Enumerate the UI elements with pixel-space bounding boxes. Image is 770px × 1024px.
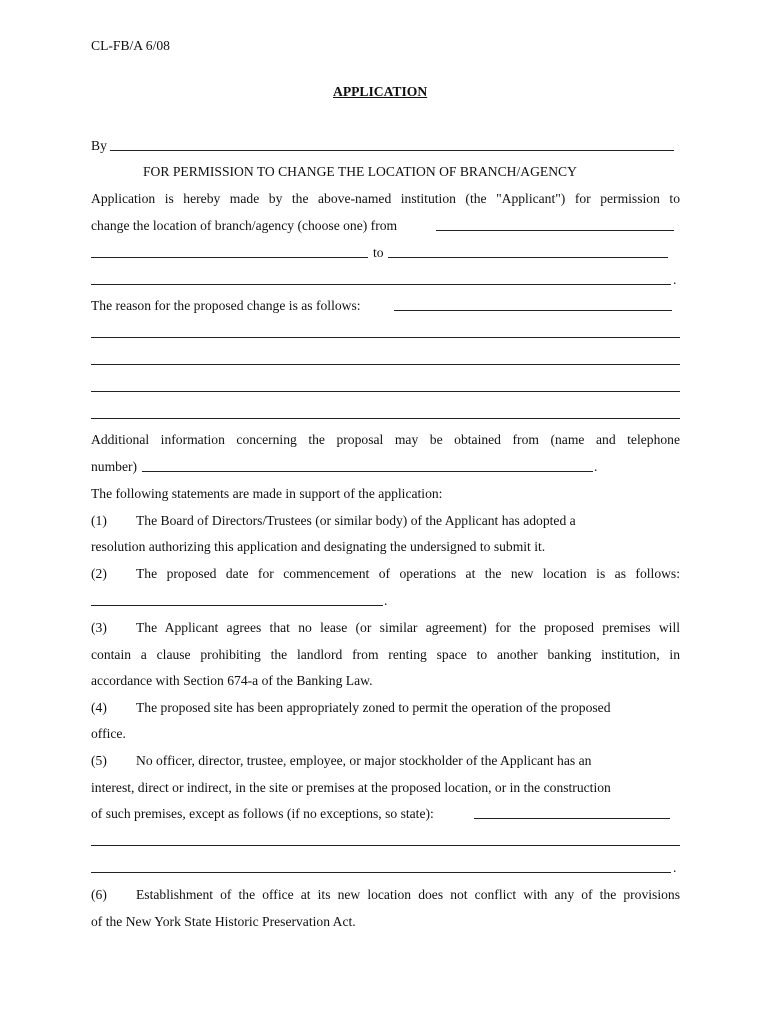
item-3-line-3: accordance with Section 674-a of the Banking Law. — [91, 673, 373, 688]
item-4-line-2: office. — [91, 726, 126, 741]
item-5-number: (5) — [91, 753, 107, 768]
exceptions-line-1[interactable] — [91, 845, 680, 846]
reason-label: The reason for the proposed change is as follows: — [91, 298, 361, 313]
item-5-line-1 — [91, 753, 591, 769]
additional-end-period: . — [594, 459, 598, 474]
by-input-line[interactable] — [110, 150, 674, 151]
to-label: to — [373, 245, 384, 260]
item-6-number: (6) — [91, 887, 107, 902]
item-1-number: (1) — [91, 513, 107, 528]
exceptions-line-0[interactable] — [474, 818, 670, 819]
from-location-line[interactable] — [436, 230, 674, 231]
item-3-line-1 — [91, 620, 680, 636]
item-2-text: The proposed date for commencement of operations at the new location is as follows: — [136, 566, 680, 581]
exceptions-line-2[interactable] — [91, 872, 671, 873]
item-2-line-1 — [91, 566, 680, 582]
intro-line-2: change the location of branch/agency (choose one) from — [91, 218, 398, 233]
item-5-line-2: interest, direct or indirect, in the site or premises at the proposed location, or in the construction — [91, 780, 611, 795]
item-6-line-2: of the New York State Historic Preservation Act. — [91, 914, 356, 929]
item-1-text: The Board of Directors/Trustees (or similar body) of the Applicant has adopted a — [136, 513, 576, 528]
reason-line-4[interactable] — [91, 418, 680, 419]
item-1-line-2: resolution authorizing this application and designating the undersigned to submit it. — [91, 539, 546, 554]
item-6-line-1 — [91, 887, 680, 903]
item-5-line-3: of such premises, except as follows (if no exceptions, so state): — [91, 806, 434, 821]
reason-line-3[interactable] — [91, 391, 680, 392]
item-4-number: (4) — [91, 700, 107, 715]
form-code: CL-FB/A 6/08 — [91, 38, 170, 53]
item-5-end-period: . — [673, 860, 677, 875]
intro-line-1: Application is hereby made by the above-named institution (the "Applicant") for permission to — [91, 191, 680, 206]
from-location-line-2[interactable] — [91, 257, 368, 258]
item-3-number: (3) — [91, 620, 107, 635]
item-2-number: (2) — [91, 566, 107, 581]
form-title: APPLICATION — [333, 84, 428, 99]
item-2-end-period: . — [384, 593, 388, 608]
to-location-line-2[interactable] — [91, 284, 671, 285]
item-3-line-2: contain a clause prohibiting the landlord from renting space to another banking institution, in — [91, 647, 680, 662]
item-4-line-1 — [91, 700, 611, 716]
reason-line-0[interactable] — [394, 310, 672, 311]
intro-end-period: . — [673, 272, 677, 287]
additional-line-2: number) — [91, 459, 138, 474]
item-6-text: Establishment of the office at its new location does not conflict with any of the provisions — [136, 887, 680, 902]
item-5-text: No officer, director, trustee, employee, or major stockholder of the Applicant has an — [136, 753, 592, 768]
reason-line-2[interactable] — [91, 364, 680, 365]
reason-line-1[interactable] — [91, 337, 680, 338]
commencement-date-line[interactable] — [91, 605, 383, 606]
item-4-text: The proposed site has been appropriately zoned to permit the operation of the proposed — [136, 700, 611, 715]
contact-line[interactable] — [142, 471, 593, 472]
item-1-line-1 — [91, 513, 576, 529]
additional-line-1: Additional information concerning the proposal may be obtained from (name and telephone — [91, 432, 680, 447]
statements-intro: The following statements are made in support of the application: — [91, 486, 443, 501]
by-label: By — [91, 138, 107, 153]
to-location-line[interactable] — [388, 257, 668, 258]
item-3-text: The Applicant agrees that no lease (or similar agreement) for the proposed premises will — [136, 620, 680, 635]
form-subtitle: FOR PERMISSION TO CHANGE THE LOCATION OF BRANCH/AGENCY — [143, 164, 577, 179]
